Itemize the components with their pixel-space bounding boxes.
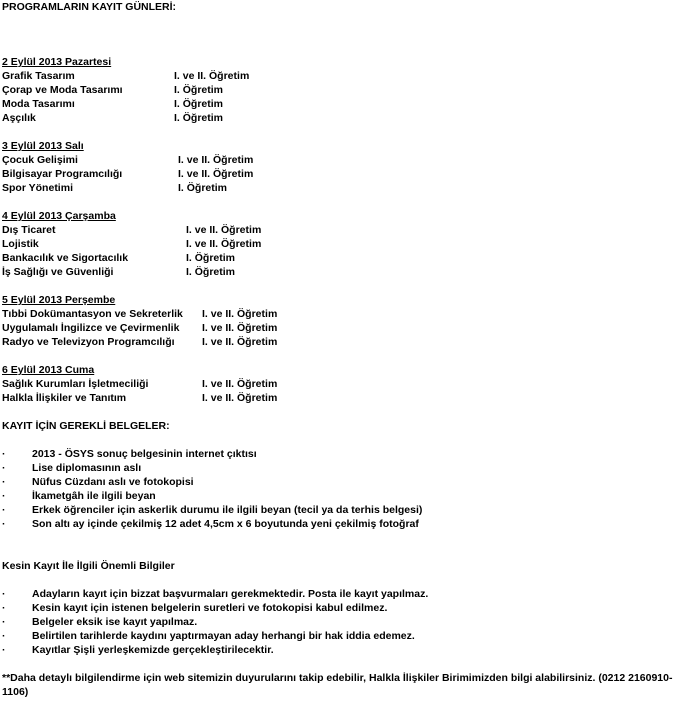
program-name: Grafik Tasarım <box>2 70 75 82</box>
program-name: Tıbbi Dokümantasyon ve Sekreterlik <box>2 308 183 320</box>
program-name: İş Sağlığı ve Güvenliği <box>2 266 114 278</box>
program-type: I. ve II. Öğretim <box>178 168 254 180</box>
footer-note: **Daha detaylı bilgilendirme için web sitemizin duyurularını takip edebilir, Halkla İlişkiler Birimimizden bilgi alabilirsiniz. (0212 2160910-1106) <box>2 672 673 698</box>
bullet-icon: · <box>2 518 6 530</box>
program-name: Sağlık Kurumları İşletmeciliği <box>2 378 149 390</box>
bullet-icon: · <box>2 616 6 628</box>
program-name: Çorap ve Moda Tasarımı <box>2 84 123 96</box>
day-heading: 2 Eylül 2013 Pazartesi <box>2 56 112 68</box>
program-name: Moda Tasarımı <box>2 98 75 110</box>
important-text: Kayıtlar Şişli yerleşkemizde gerçekleştirilecektir. <box>32 644 274 656</box>
bullet-icon: · <box>2 462 6 474</box>
program-name: Halkla İlişkiler ve Tanıtım <box>2 392 127 404</box>
program-type: I. Öğretim <box>174 84 224 96</box>
bullet-icon: · <box>2 476 6 488</box>
important-text: Adayların kayıt için bizzat başvurmaları gerekmektedir. Posta ile kayıt yapılmaz. <box>32 588 429 600</box>
document-text: Nüfus Cüzdanı aslı ve fotokopisi <box>32 476 194 488</box>
program-name: Bilgisayar Programcılığı <box>2 168 123 180</box>
document-text: Lise diplomasının aslı <box>32 462 142 474</box>
day-heading: 4 Eylül 2013 Çarşamba <box>2 210 116 222</box>
bullet-icon: · <box>2 490 6 502</box>
program-name: Radyo ve Televizyon Programcılığı <box>2 336 175 348</box>
program-type: I. Öğretim <box>186 252 236 264</box>
program-name: Bankacılık ve Sigortacılık <box>2 252 129 264</box>
day-heading: 3 Eylül 2013 Salı <box>2 140 84 152</box>
program-type: I. Öğretim <box>178 182 228 194</box>
bullet-icon: · <box>2 448 6 460</box>
program-name: Aşçılık <box>2 112 36 124</box>
program-type: I. ve II. Öğretim <box>202 392 278 404</box>
program-type: I. ve II. Öğretim <box>202 308 278 320</box>
program-type: I. ve II. Öğretim <box>174 70 250 82</box>
program-name: Uygulamalı İngilizce ve Çevirmenlik <box>2 322 180 334</box>
documents-heading: KAYIT İÇİN GEREKLİ BELGELER: <box>2 420 170 432</box>
bullet-icon: · <box>2 588 6 600</box>
program-name: Lojistik <box>2 238 39 250</box>
bullet-icon: · <box>2 630 6 642</box>
program-type: I. ve II. Öğretim <box>202 336 278 348</box>
bullet-icon: · <box>2 644 6 656</box>
program-type: I. Öğretim <box>174 112 224 124</box>
document-text: 2013 - ÖSYS sonuç belgesinin internet çıktısı <box>32 448 257 460</box>
important-text: Kesin kayıt için istenen belgelerin suretleri ve fotokopisi kabul edilmez. <box>32 602 388 614</box>
day-heading: 5 Eylül 2013 Perşembe <box>2 294 116 306</box>
important-text: Belgeler eksik ise kayıt yapılmaz. <box>32 616 198 628</box>
page-title: PROGRAMLARIN KAYIT GÜNLERİ: <box>2 1 177 13</box>
document-text: Erkek öğrenciler için askerlik durumu ile ilgili beyan (tecil ya da terhis belgesi) <box>32 504 423 516</box>
program-type: I. ve II. Öğretim <box>202 322 278 334</box>
bullet-icon: · <box>2 602 6 614</box>
important-heading: Kesin Kayıt İle İlgili Önemli Bilgiler <box>2 560 175 572</box>
program-type: I. Öğretim <box>174 98 224 110</box>
program-type: I. ve II. Öğretim <box>178 154 254 166</box>
program-type: I. ve II. Öğretim <box>186 224 262 236</box>
document-text: İkametgâh ile ilgili beyan <box>32 490 156 502</box>
bullet-icon: · <box>2 504 6 516</box>
document-text: Son altı ay içinde çekilmiş 12 adet 4,5cm x 6 boyutunda yeni çekilmiş fotoğraf <box>32 518 419 530</box>
program-type: I. ve II. Öğretim <box>202 378 278 390</box>
program-name: Çocuk Gelişimi <box>2 154 78 166</box>
day-heading: 6 Eylül 2013 Cuma <box>2 364 95 376</box>
program-name: Spor Yönetimi <box>2 182 73 194</box>
program-type: I. Öğretim <box>186 266 236 278</box>
program-name: Dış Ticaret <box>2 224 56 236</box>
important-text: Belirtilen tarihlerde kaydını yaptırmayan aday herhangi bir hak iddia edemez. <box>32 630 415 642</box>
program-type: I. ve II. Öğretim <box>186 238 262 250</box>
